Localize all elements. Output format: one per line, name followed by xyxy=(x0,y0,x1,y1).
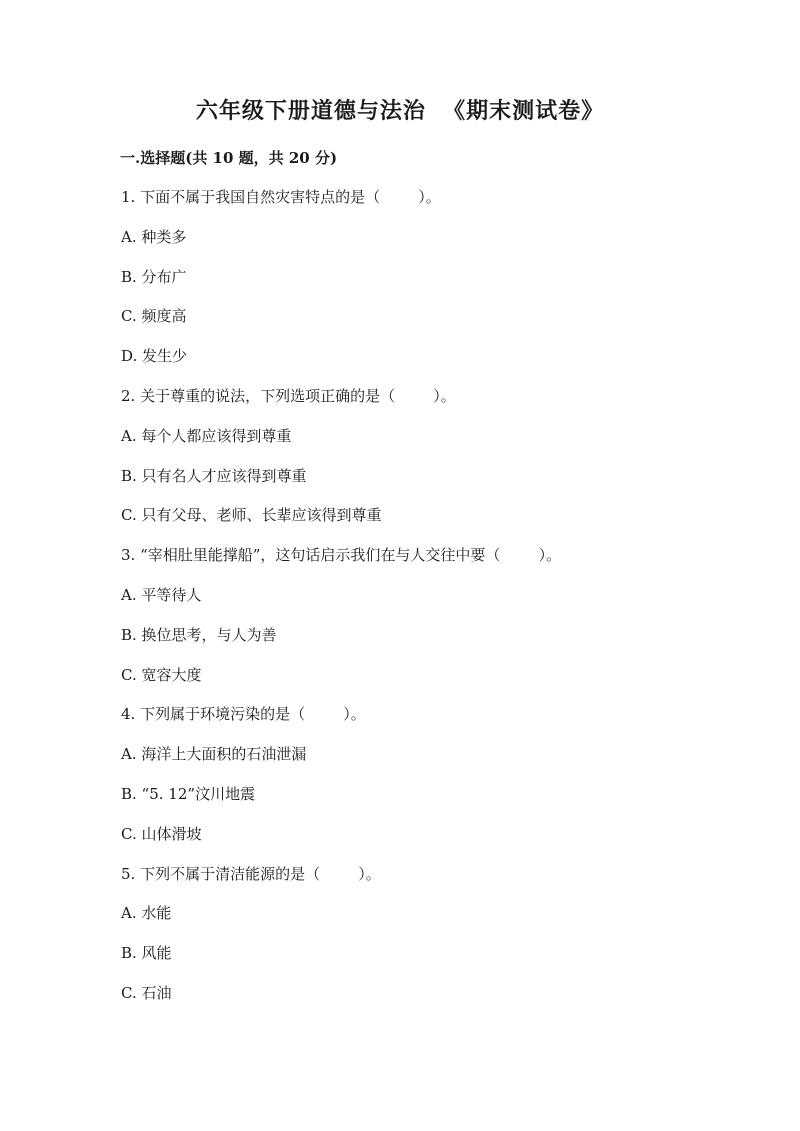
question-4-option-c: C. 山体滑坡 xyxy=(121,824,202,843)
question-2-option-b: B. 只有名人才应该得到尊重 xyxy=(121,466,307,485)
question-3-option-b: B. 换位思考，与人为善 xyxy=(121,625,277,644)
question-5-option-b: B. 风能 xyxy=(121,944,172,963)
question-4-option-a: A. 海洋上大面积的石油泄漏 xyxy=(121,745,307,764)
question-3-stem: 3. “宰相肚里能撑船”，这句话启示我们在与人交往中要（ ）。 xyxy=(121,546,562,565)
question-1-option-b: B. 分布广 xyxy=(121,267,187,286)
question-3-option-c: C. 宽容大度 xyxy=(121,665,202,684)
question-4-option-b: B. “5. 12”汶川地震 xyxy=(121,784,256,803)
section-heading: 一.选择题(共 10 题，共 20 分) xyxy=(120,149,338,167)
question-1-stem: 1. 下面不属于我国自然灾害特点的是（ ）。 xyxy=(121,188,441,206)
question-5-stem: 5. 下列不属于清洁能源的是（ ）。 xyxy=(121,864,381,883)
exam-title: 六年级下册道德与法治 《期末测试卷》 xyxy=(195,98,605,124)
question-1-option-a: A. 种类多 xyxy=(121,227,187,246)
question-5-option-a: A. 水能 xyxy=(121,904,172,923)
question-2-option-c: C. 只有父母、老师、长辈应该得到尊重 xyxy=(121,506,382,525)
question-2-option-a: A. 每个人都应该得到尊重 xyxy=(121,426,292,445)
question-3-option-a: A. 平等待人 xyxy=(121,585,202,604)
question-1-option-d: D. 发生少 xyxy=(121,347,188,366)
question-5-option-c: C. 石油 xyxy=(121,983,172,1002)
question-4-stem: 4. 下列属于环境污染的是（ ）。 xyxy=(121,705,366,724)
question-list xyxy=(121,186,761,1022)
question-2-stem: 2. 关于尊重的说法，下列选项正确的是（ ）。 xyxy=(121,386,456,405)
question-1-option-c: C. 频度高 xyxy=(121,307,187,326)
